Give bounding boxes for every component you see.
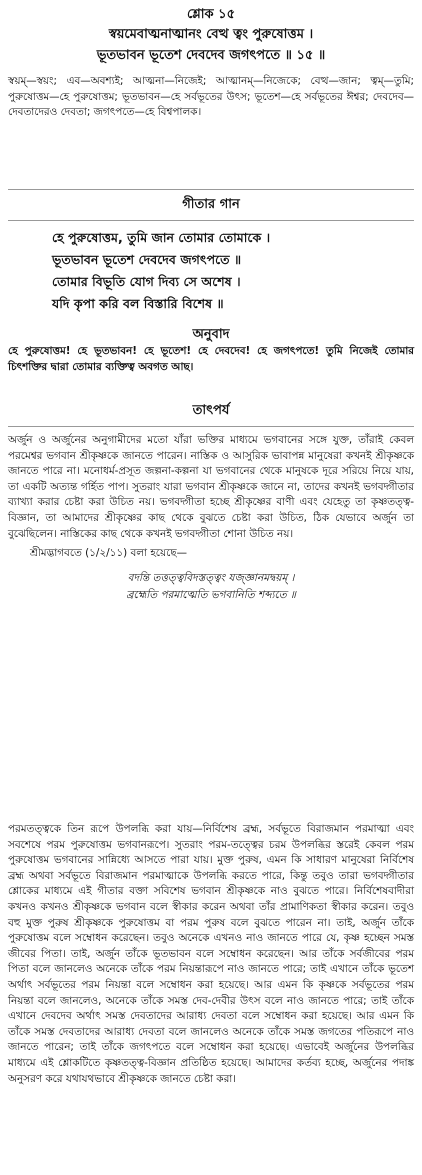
purport-section xyxy=(8,402,414,604)
purport-continued-section xyxy=(8,822,414,1087)
song-line-1: হে পুরুষোত্তম, তুমি জান তোমার তোমাকে । xyxy=(52,230,271,245)
sloka-line-2: ভূতভাবন ভূতেশ দেবদেব জগৎপতে ॥ ১৫ ॥ xyxy=(96,48,326,63)
purport-heading: তাৎপর্য xyxy=(192,403,230,418)
synonyms-section xyxy=(8,74,414,121)
song-heading: গীতার গান xyxy=(182,197,240,212)
song-line-3: তোমার বিভূতি যোগ দিব্য সে অশেষ । xyxy=(52,274,241,289)
divider xyxy=(8,220,414,221)
song-line-4: যদি কৃপা করি বল বিস্তারি বিশেষ ॥ xyxy=(52,296,224,311)
divider xyxy=(8,426,414,427)
quoted-verse-line-2: ব্রহ্মেতি পরমাত্মেতি ভগবানিতি শব্দ্যতে ॥ xyxy=(126,588,296,601)
quoted-verse-line-1: বদন্তি তত্তত্ত্ববিদস্তত্ত্বং যজ্জ্ঞানমদ্বয়ম্ । xyxy=(127,571,295,584)
sloka-line-1: স্বয়মেবাত্মনাত্মানং বেত্থ ত্বং পুরুষোত্তম । xyxy=(108,27,314,42)
song-section xyxy=(8,183,414,315)
translation-text: হে পুরুষোত্তম! হে ভূতভাবন! হে ভূতেশ! হে দেবদেব! হে জগৎপতে! তুমি নিজেই তোমার চিৎশক্তির দ্বারা তোমার ব্যক্তিত্ব অবগত আছ। xyxy=(8,345,414,373)
song-line-2: ভূতভাবন ভূতেশ দেবদেব জগৎপতে ॥ xyxy=(52,252,242,267)
divider xyxy=(8,189,414,190)
purport-paragraph-2: পরমতত্ত্বকে তিন রূপে উপলব্ধি করা যায়—নির্বিশেষ ব্রহ্ম, সর্বভূতে বিরাজমান পরমাত্মা এবং সবশেষে পরম পুরুষোত্তম ভগবানরূপে। সুতরাং পরম-তত্ত্বের চরম উপলব্ধির স্তরেই কেবল পরম পুরুষোত্তম ভগবানের সান্নিধ্যে আসতে পারা যায়। মুক্ত পুরুষ, এমন কি সাধারণ মানুষেরা নির্বিশেষ ব্রহ্ম অথবা সর্বভূতে বিরাজমান পরমাত্মাকে উপলব্ধি করতে পারে, কিন্তু তবুও তারা ভগবদ্গীতার শ্লোকের মাধ্যমে এই গীতার বক্তা সবিশেষ ভগবান শ্রীকৃষ্ণকে নাও বুঝতে পারে। নির্বিশেষবাদীরা কখনও কখনও শ্রীকৃষ্ণকে ভগবান বলে স্বীকার করেন অথবা তাঁর প্রামাণিকতা স্বীকার করেন। তবুও বহু মুক্ত পুরুষ শ্রীকৃষ্ণকে পুরুষোত্তম বা পরম পুরুষ বলে বুঝতে পারেন না। তাই, অর্জুন তাঁকে পুরুষোত্তম বলে সম্বোধন করেছেন। তবুও অনেকে এখনও নাও জানতে পারে যে, কৃষ্ণ হচ্ছেন সমস্ত জীবের পিতা। তাই, অর্জুন তাঁকে ভূতভাবন বলে সম্বোধন করেছেন। আর তাঁকে সর্বজীবের পরম পিতা বলে জানলেও অনেকে তাঁকে পরম নিয়ন্তারূপে নাও জানতে পারে; তাই এখানে তাঁকে ভূতেশ অর্থাৎ সর্বভূতের পরম নিয়ন্তা বলে সম্বোধন করা হয়েছে। আর এমন কি কৃষ্ণকে সর্বভূতের পরম নিয়ন্তা বলে জানলেও, অনেকে তাঁকে সমস্ত দেব-দেবীর উৎস বলে নাও জানতে পারে; তাই তাঁকে এখানে দেবদেব অর্থাৎ সমস্ত দেবতাদের আরাধ্য দেবতা বলে সম্বোধন করা হয়েছে। আর এমন কি তাঁকে সমস্ত দেবতাদের আরাধ্য দেবতা বলে জানলেও অনেকে তাঁকে সমস্ত জগতের পতিরূপে নাও জানতে পারেন; তাই তাঁকে জগৎপতে বলে সম্বোধন করা হয়েছে। এভাবেই অর্জুনের উপলব্ধির মাধ্যমে এই শ্লোকটিতে কৃষ্ণতত্ত্ব-বিজ্ঞান প্রতিষ্ঠিত হয়েছে। আমাদের কর্তব্য হচ্ছে, অর্জুনের পদাঙ্ক অনুসরণ করে যথাযথভাবে শ্রীকৃষ্ণকে জানতে চেষ্টা করা। xyxy=(8,823,414,1085)
purport-paragraph-1: অর্জুন ও অর্জুনের অনুগামীদের মতো যাঁরা ভক্তির মাধ্যমে ভগবানের সঙ্গে যুক্ত, তাঁরাই কেবল পরমেশ্বর ভগবান শ্রীকৃষ্ণকে জানতে পারেন। নাস্তিক ও আসুরিক ভাবাপন্ন মানুষেরা কখনই শ্রীকৃষ্ণকে জানতে পারে না। মনোধর্ম-প্রসূত জল্পনা-কল্পনা যা ভগবানের থেকে মানুষকে দূরে সরিয়ে নিয়ে যায়, তা একটি অত্যন্ত গর্হিত পাপ। সুতরাং যারা ভগবান শ্রীকৃষ্ণকে জানে না, তাদের কখনই ভগবদ্গীতার ব্যাখ্যা করার চেষ্টা করা উচিত নয়। ভগবদ্গীতা হচ্ছে শ্রীকৃষ্ণের বাণী এবং যেহেতু তা কৃষ্ণতত্ত্ব-বিজ্ঞান, তা আমাদের শ্রীকৃষ্ণের কাছ থেকে বুঝতে চেষ্টা করা উচিত, ঠিক যেভাবে অর্জুন তা বুঝেছিলেন। নাস্তিকের কাছ থেকে কখনই ভগবদ্গীতা শোনা উচিত নয়। xyxy=(8,434,414,540)
sloka-heading: শ্লোক ১৫ xyxy=(186,7,236,22)
translation-heading: অনুবাদ xyxy=(192,327,230,342)
purport-reference: শ্রীমদ্ভাগবতে (১/২/১১) বলা হয়েছে— xyxy=(30,547,187,560)
sloka-section xyxy=(8,6,414,66)
synonyms-text: স্বয়ম্—স্বয়ং; এব—অবশ্যই; আত্মনা—নিজেই; আত্মানম্—নিজেকে; বেত্থ—জান; ত্বম্—তুমি; পুরুষোত্তম—হে পুরুষোত্তম; ভূতভাবন—হে সর্বভূতের উৎস; ভূতেশ—হে সর্বভূতের ঈশ্বর; দেবদেব—দেবতাদেরও দেবতা; জগৎপতে—হে বিশ্বপালক। xyxy=(8,75,414,119)
translation-section xyxy=(8,326,414,375)
